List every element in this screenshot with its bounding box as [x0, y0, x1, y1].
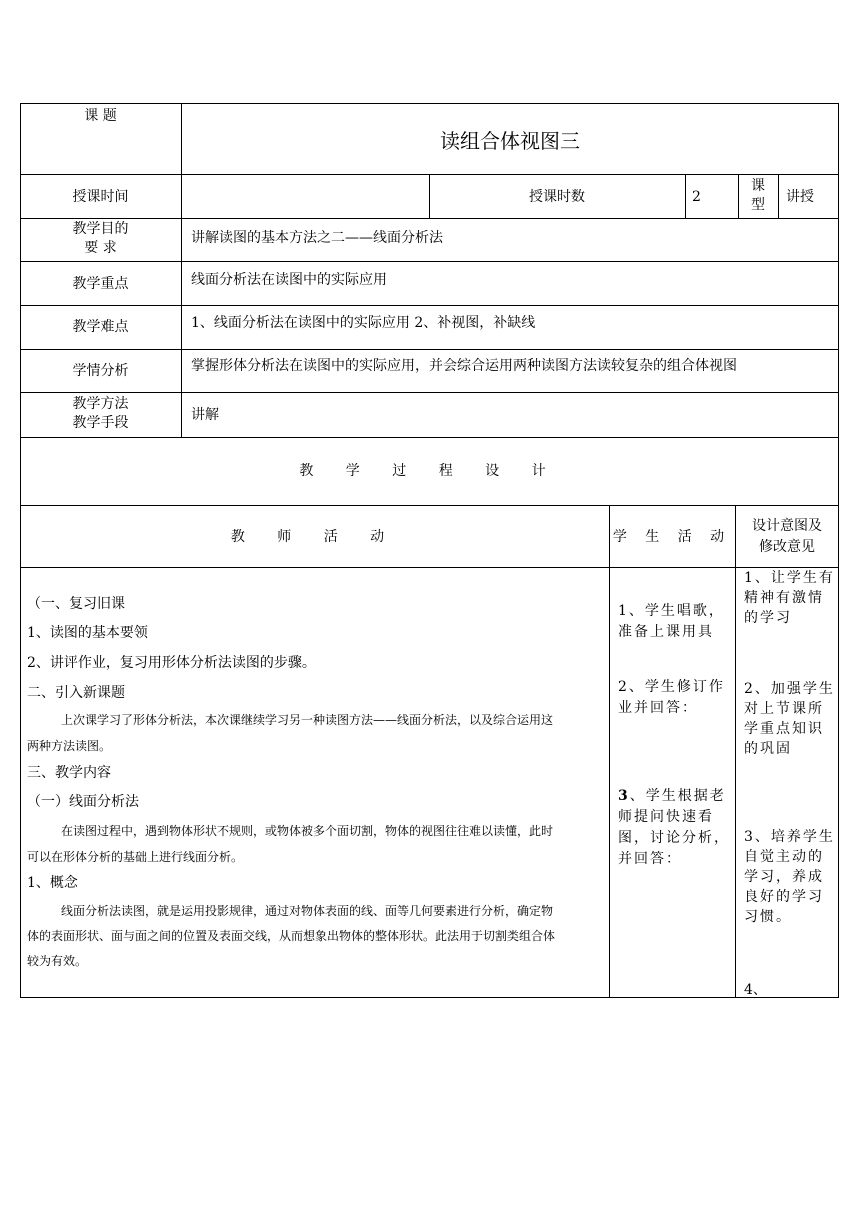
teacher-paragraph-line: 体的表面形状、面与面之间的位置及表面交线，从而想象出物体的整体形状。此法用于切割类组合体: [27, 929, 556, 943]
difficulty-label: 教学难点: [72, 319, 129, 335]
method-label: [20, 395, 181, 433]
row-divider: [20, 437, 839, 438]
design-note-3: [744, 827, 836, 927]
teacher-line: 1、读图的基本要领: [27, 625, 148, 641]
time-label: 授课时间: [72, 189, 129, 205]
student-line: 图，讨论分析，: [618, 830, 730, 846]
page-title: 读组合体视图三: [440, 129, 580, 153]
student-line: [618, 786, 730, 807]
type-value: 讲授: [786, 189, 814, 205]
teacher-paragraph-line: 线面分析法读图，就是运用投影规律，通过对物体表面的线、面等几何要素进行分析，确定物: [61, 904, 554, 918]
design-line: 学习，养成: [744, 869, 824, 885]
student-activity-1: [618, 601, 730, 643]
teacher-line: （一）线面分析法: [27, 794, 139, 810]
analysis-value: 掌握形体分析法在读图中的实际应用，并会综合运用两种读图方法读较复杂的组合体视图: [191, 358, 737, 374]
design-column-header: [735, 516, 839, 558]
student-line-text: 学生根据老: [645, 788, 726, 804]
teacher-paragraph-line: 在读图过程中，遇到物体形状不规则，或物体被多个面切割，物体的视图往往难以读懂，此时: [61, 824, 554, 838]
design-line: 3、培养学生: [744, 829, 835, 845]
type-label-line1: 课: [751, 178, 765, 194]
teacher-paragraph-line: 两种方法读图。: [27, 739, 112, 753]
student-line: 2、学生修订作: [618, 679, 725, 695]
design-line: 2、加强学生: [744, 681, 835, 697]
goal-label-line2: 要 求: [84, 240, 117, 256]
type-label: [738, 177, 778, 215]
teacher-line: 2、讲评作业，复习用形体分析法读图的步骤。: [27, 655, 316, 671]
row-divider: [20, 349, 839, 350]
design-header-line1: 设计意图及: [752, 518, 822, 534]
goal-value: 讲解读图的基本方法之二——线面分析法: [191, 230, 443, 246]
design-line: 自觉主动的: [744, 849, 824, 865]
design-line: 良好的学习: [744, 889, 824, 905]
student-line: 1、学生唱歌，: [618, 603, 725, 619]
teacher-line: 1、概念: [27, 875, 78, 891]
col-divider: [735, 505, 736, 998]
design-line: 的学习: [744, 610, 792, 626]
teacher-paragraph-line: 较为有效。: [27, 954, 88, 968]
key-label: 教学重点: [72, 276, 129, 292]
hours-label: 授课时数: [529, 189, 585, 205]
design-line: 对上节课所: [744, 701, 824, 717]
design-note-4: 4、: [744, 982, 767, 998]
method-value: 讲解: [191, 407, 219, 423]
col-divider: [685, 174, 686, 218]
key-value: 线面分析法在读图中的实际应用: [191, 272, 387, 288]
col-divider: [778, 174, 779, 218]
design-header-line2: 修改意见: [759, 539, 815, 555]
teacher-line: （一、复习旧课: [27, 596, 125, 612]
type-label-line2: 型: [751, 197, 765, 213]
row-divider: [20, 305, 839, 306]
hours-value: 2: [692, 189, 701, 205]
design-line: 1、让学生有: [744, 570, 835, 586]
student-line: 业并回答：: [618, 700, 698, 716]
student-line: 准备上课用具: [618, 624, 714, 640]
teacher-column-header: 教 师 活 动: [230, 529, 399, 545]
student-column-header: 学 生 活 动: [612, 529, 732, 545]
process-title: 教 学 过 程 设 计: [299, 463, 560, 479]
topic-label: 课 题: [84, 108, 117, 124]
student-number: 3: [618, 788, 630, 804]
method-label-line2: 教学手段: [72, 415, 129, 431]
analysis-label: 学情分析: [72, 363, 129, 379]
teacher-line: 三、教学内容: [27, 765, 111, 781]
col-divider: [609, 505, 610, 998]
row-divider: [20, 392, 839, 393]
row-divider: [20, 261, 839, 262]
student-line: 并回答：: [618, 851, 682, 867]
row-divider: [20, 218, 839, 219]
method-label-line1: 教学方法: [72, 396, 129, 412]
goal-label-line1: 教学目的: [72, 221, 129, 237]
student-activity-2: [618, 677, 730, 719]
difficulty-value: 1、线面分析法在读图中的实际应用 2、补视图，补缺线: [191, 315, 536, 331]
design-note-1: [744, 568, 836, 628]
student-line: 师提问快速看: [618, 809, 714, 825]
row-divider: [20, 567, 839, 568]
design-line: 精神有激情: [744, 590, 824, 606]
design-line: 学重点知识: [744, 721, 824, 737]
student-separator: 、: [629, 788, 646, 804]
teacher-paragraph-line: 可以在形体分析的基础上进行线面分析。: [27, 850, 244, 864]
design-line: 的巩固: [744, 741, 792, 757]
student-activity-3: [618, 786, 730, 870]
teacher-line: 二、引入新课题: [27, 685, 125, 701]
design-note-2: [744, 679, 836, 759]
row-divider: [20, 505, 839, 506]
design-line: 习惯。: [744, 909, 792, 925]
goal-label: [20, 220, 181, 258]
teacher-paragraph-line: 上次课学习了形体分析法，本次课继续学习另一种读图方法——线面分析法，以及综合运用这: [61, 713, 554, 727]
